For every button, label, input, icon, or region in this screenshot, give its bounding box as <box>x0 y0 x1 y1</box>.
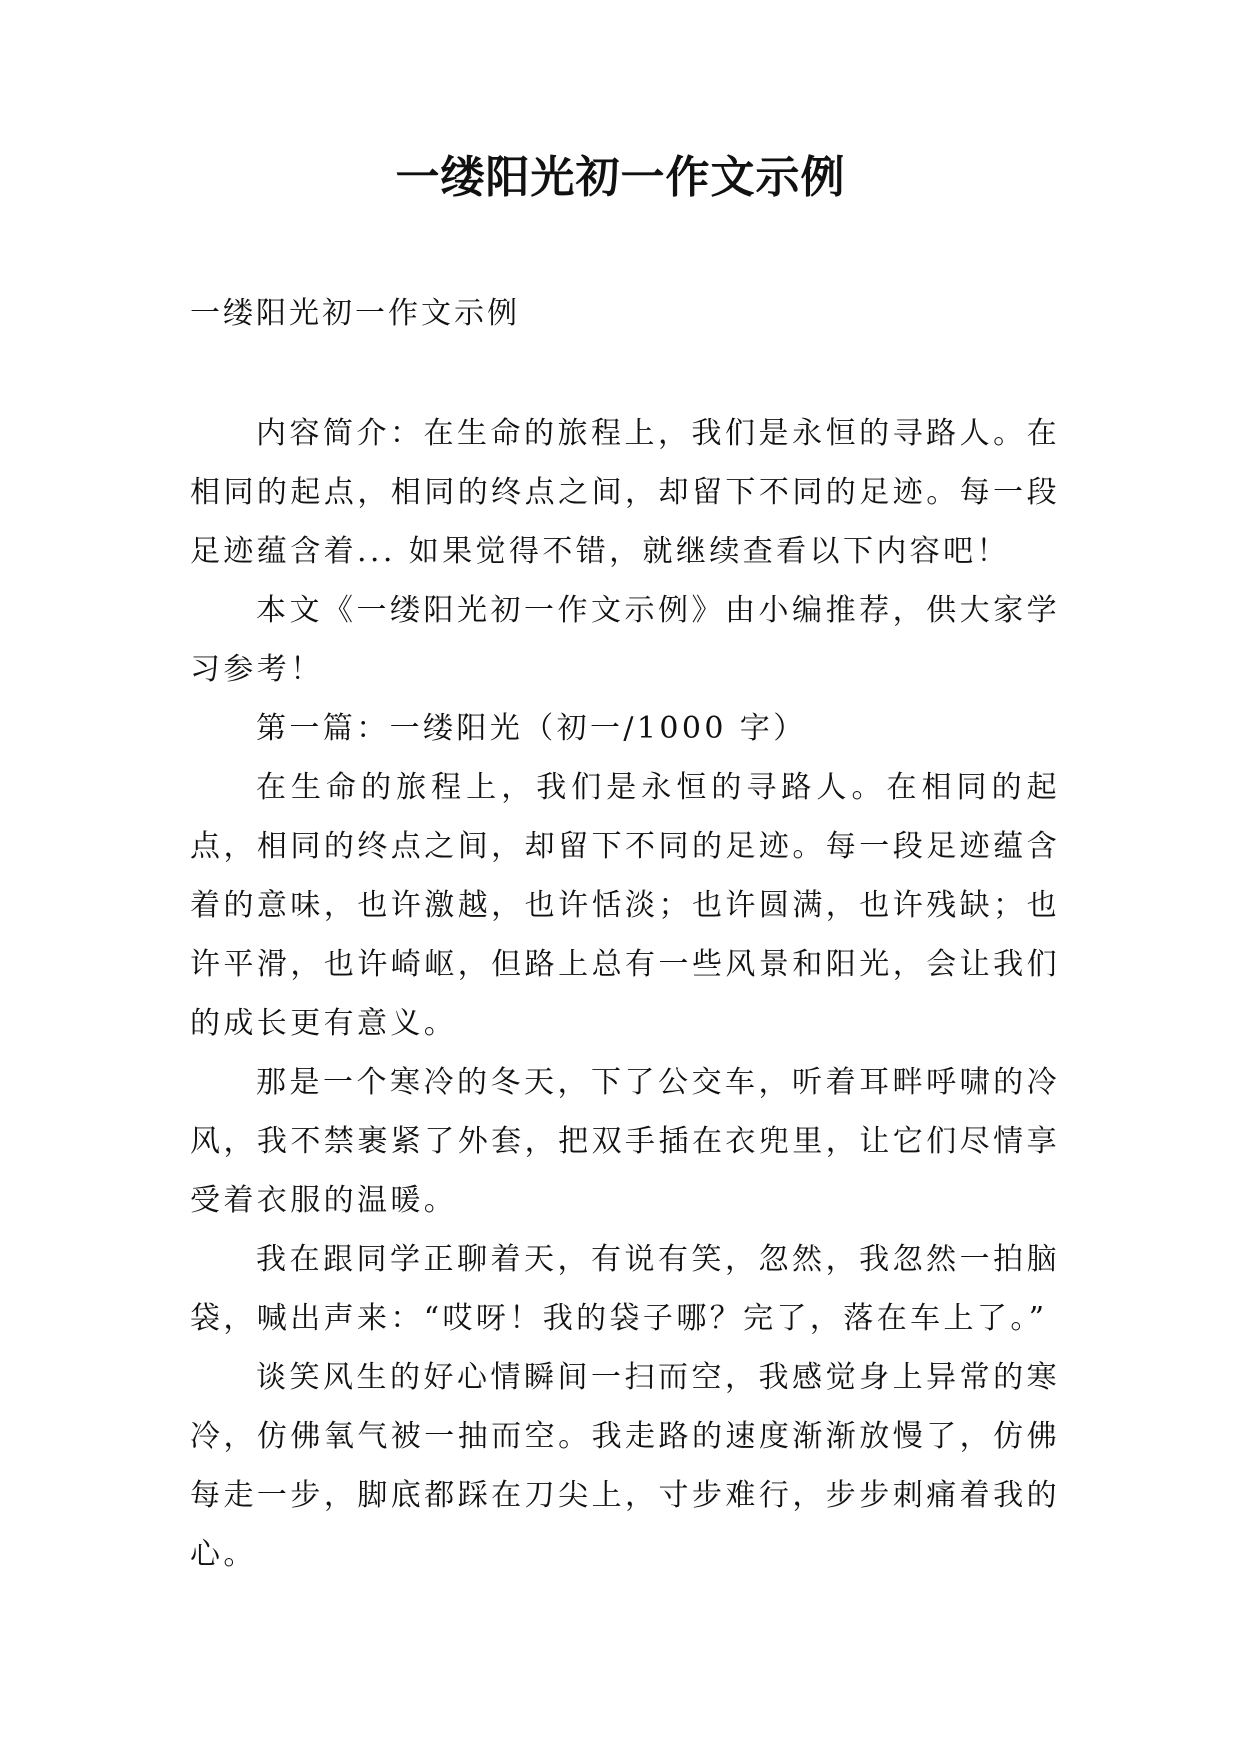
paragraph: 我在跟同学正聊着天，有说有笑，忽然，我忽然一拍脑袋，喊出声来：“哎呀！我的袋子哪？完了，落在车上了。” <box>190 1242 1060 1336</box>
section-heading: 第一篇：一缕阳光（初一/1000 字） <box>256 711 807 746</box>
paragraph-recommendation: 本文《一缕阳光初一作文示例》由小编推荐，供大家学习参考！ <box>190 593 1060 687</box>
paragraph-summary: 内容简介：在生命的旅程上，我们是永恒的寻路人。在相同的起点，相同的终点之间，却留下不同的足迹。每一段足迹蕴含着... 如果觉得不错，就继续查看以下内容吧！ <box>190 416 1060 569</box>
document-title: 一缕阳光初一作文示例 <box>395 152 846 203</box>
document-subtitle: 一缕阳光初一作文示例 <box>190 296 520 331</box>
paragraph: 那是一个寒冷的冬天，下了公交车，听着耳畔呼啸的冷风，我不禁裹紧了外套，把双手插在衣兜里，让它们尽情享受着衣服的温暖。 <box>190 1065 1060 1218</box>
document-body <box>190 404 1060 1584</box>
paragraph: 在生命的旅程上，我们是永恒的寻路人。在相同的起点，相同的终点之间，却留下不同的足迹。每一段足迹蕴含着的意味，也许激越，也许恬淡；也许圆满，也许残缺；也许平滑，也许崎岖，但路上总有一些风景和阳光，会让我们的成长更有意义。 <box>190 770 1060 1041</box>
paragraph: 谈笑风生的好心情瞬间一扫而空，我感觉身上异常的寒冷，仿佛氧气被一抽而空。我走路的速度渐渐放慢了，仿佛每走一步，脚底都踩在刀尖上，寸步难行，步步刺痛着我的心。 <box>190 1360 1060 1572</box>
